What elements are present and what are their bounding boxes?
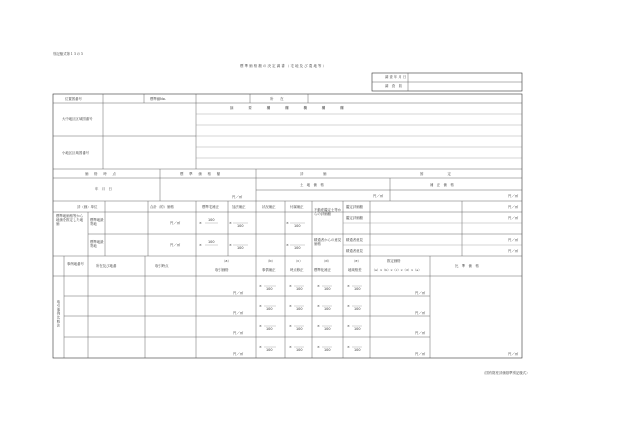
fraction-bottom: 100 [266, 348, 273, 352]
small-area-label: 小地区区域図番号 [62, 151, 90, 155]
form-id: 別記様式第１５の５ [53, 52, 84, 56]
left-vertical-label: 取引事例比較法 [56, 300, 60, 328]
fixed-label: 固 定 [420, 172, 453, 176]
c7b: 標準化補正 [314, 268, 331, 272]
fraction-bottom: 100 [266, 307, 273, 311]
price-date-label: 価 格 時 点 [85, 172, 118, 176]
c9a: 推定価格 [387, 259, 401, 263]
times-3: × [286, 221, 289, 225]
c6a: （c） [294, 259, 303, 263]
col-attach: 付属補正 [290, 205, 304, 209]
frac-bottom: 100 [237, 224, 244, 228]
times-mark: × [317, 345, 320, 349]
yen-b4-8: 円／㎡ [415, 352, 426, 356]
c8b: 地域格差 [348, 268, 362, 272]
frac-top-2: 100 [208, 240, 215, 244]
yen-m2-2: 円／㎡ [373, 194, 384, 198]
times-mark: × [289, 304, 292, 308]
fraction-bottom: 100 [266, 327, 273, 331]
times-4: × [199, 243, 202, 247]
rlab3: 精通者意見 [346, 238, 363, 242]
yen-b4-9: 円／㎡ [508, 352, 519, 356]
times-mark: × [347, 284, 350, 288]
rlab2: 鑑定評価額 [346, 216, 363, 220]
col-unit: 評（価）単位 [77, 205, 98, 209]
times-mark: × [259, 324, 262, 328]
left-group-label: 標準地価格等から地価を推定した地価 [56, 214, 84, 226]
times-mark: × [259, 345, 262, 349]
times-mark: × [347, 324, 350, 328]
yen-b4-7: 円／㎡ [415, 331, 426, 335]
col-status: 状況補正 [262, 205, 276, 209]
c5a: （b） [266, 259, 275, 263]
times-mark: × [347, 304, 350, 308]
times-mark: × [289, 324, 292, 328]
c5b: 事情補正 [262, 268, 276, 272]
evaluation-label: 評 価 [300, 172, 328, 176]
frac-bottom-2: 100 [294, 224, 301, 228]
fraction-bottom: 100 [324, 348, 331, 352]
fraction-bottom: 100 [354, 348, 361, 352]
col-add: 加法補正 [232, 205, 246, 209]
yen-r4: 円／㎡ [508, 249, 519, 253]
fraction-bottom: 100 [324, 327, 331, 331]
rlab4: 精通者意見 [346, 249, 363, 253]
times-mark: × [259, 304, 262, 308]
fraction-bottom: 100 [354, 307, 361, 311]
yen-m2-1: 円／㎡ [232, 195, 243, 199]
yen-b4-6: 円／㎡ [415, 311, 426, 315]
right-group2: 精通者からの意見価格 [314, 238, 342, 246]
summary-header: 摘 要 欄 欄 欄 欄 欄 [230, 106, 345, 110]
fraction-bottom: 100 [324, 307, 331, 311]
frac-bottom-4: 100 [294, 246, 301, 250]
times-mark: × [317, 284, 320, 288]
sub1-label: 標準地最寄地 [90, 218, 104, 226]
c4b: 取引価格 [215, 268, 229, 272]
rlab1: 鑑定評価額 [346, 205, 363, 209]
fraction-bottom: 100 [296, 287, 303, 291]
location-label: 位置図番号 [65, 97, 82, 101]
times-mark: × [317, 324, 320, 328]
yen-r3: 円／㎡ [508, 238, 519, 242]
c8a: （e） [352, 259, 361, 263]
fraction-bottom: 100 [296, 327, 303, 331]
times-mark: × [347, 345, 350, 349]
times-1: × [199, 221, 202, 225]
times-mark: × [289, 345, 292, 349]
frac-top: 100 [208, 218, 215, 222]
location-no-label: 所在及び地番 [96, 264, 117, 268]
times-2: × [229, 221, 232, 225]
yen-r2: 円／㎡ [508, 216, 519, 220]
standard-label: 標準値No. [150, 97, 166, 101]
yen-b3b: 円／㎡ [170, 243, 181, 247]
yen-b3a: 円／㎡ [170, 221, 181, 225]
yen-b4-3: 円／㎡ [233, 331, 244, 335]
case-no-label: 事例地番号 [67, 262, 84, 266]
fraction-bottom: 100 [266, 287, 273, 291]
yen-b4-2: 円／㎡ [233, 311, 244, 315]
yen-b4-1: 円／㎡ [233, 291, 244, 295]
sub2-label: 標準地最寄地 [90, 240, 104, 248]
fraction-bottom: 100 [354, 287, 361, 291]
trade-date-label: 取引時点 [155, 264, 169, 268]
frac-bottom-3: 100 [237, 246, 244, 250]
corrected-price-label: 補 正 価 格 [430, 183, 454, 187]
col-total: 合計（的）価格 [150, 205, 174, 209]
investigator-label: 調 査 員 [385, 84, 402, 88]
times-6: × [286, 243, 289, 247]
ymd-text: 年 月 日 [95, 187, 112, 191]
land-price-label: 土 地 価 格 [300, 183, 324, 187]
fraction-bottom: 100 [324, 287, 331, 291]
page-title: 標準価格額の決定調書（宅地及び農地等） [240, 64, 328, 68]
standard-price-label: 標 準 価 格 額 [180, 172, 222, 176]
fraction-bottom: 100 [296, 348, 303, 352]
yen-b4-5: 円／㎡ [415, 291, 426, 295]
fraction-bottom: 100 [354, 327, 361, 331]
footnote: （国有財産評価基準別記様式） [482, 371, 530, 375]
survey-date-label: 調 査 年 月 日 [385, 75, 407, 79]
c6b: 時点修正 [290, 268, 304, 272]
times-mark: × [317, 304, 320, 308]
times-mark: × [259, 284, 262, 288]
fraction-bottom: 100 [296, 307, 303, 311]
times-mark: × [289, 284, 292, 288]
c9b: （a）×（b）×（c）×（d）×（e） [372, 268, 422, 272]
yen-r1: 円／㎡ [508, 205, 519, 209]
times-5: × [229, 243, 232, 247]
yen-b4-4: 円／㎡ [233, 352, 244, 356]
place-label: 所 在 [270, 97, 284, 101]
c10: 比 準 価 格 [455, 264, 479, 268]
yen-m2-3: 円／㎡ [508, 194, 519, 198]
c7a: （d） [322, 259, 331, 263]
large-area-label: 大中地区区域図番号 [62, 117, 93, 121]
c4a: （a） [222, 259, 231, 263]
col-std: 標準宅補正 [202, 205, 219, 209]
right-group1: 不動産鑑定士等からの評価額 [314, 208, 342, 216]
